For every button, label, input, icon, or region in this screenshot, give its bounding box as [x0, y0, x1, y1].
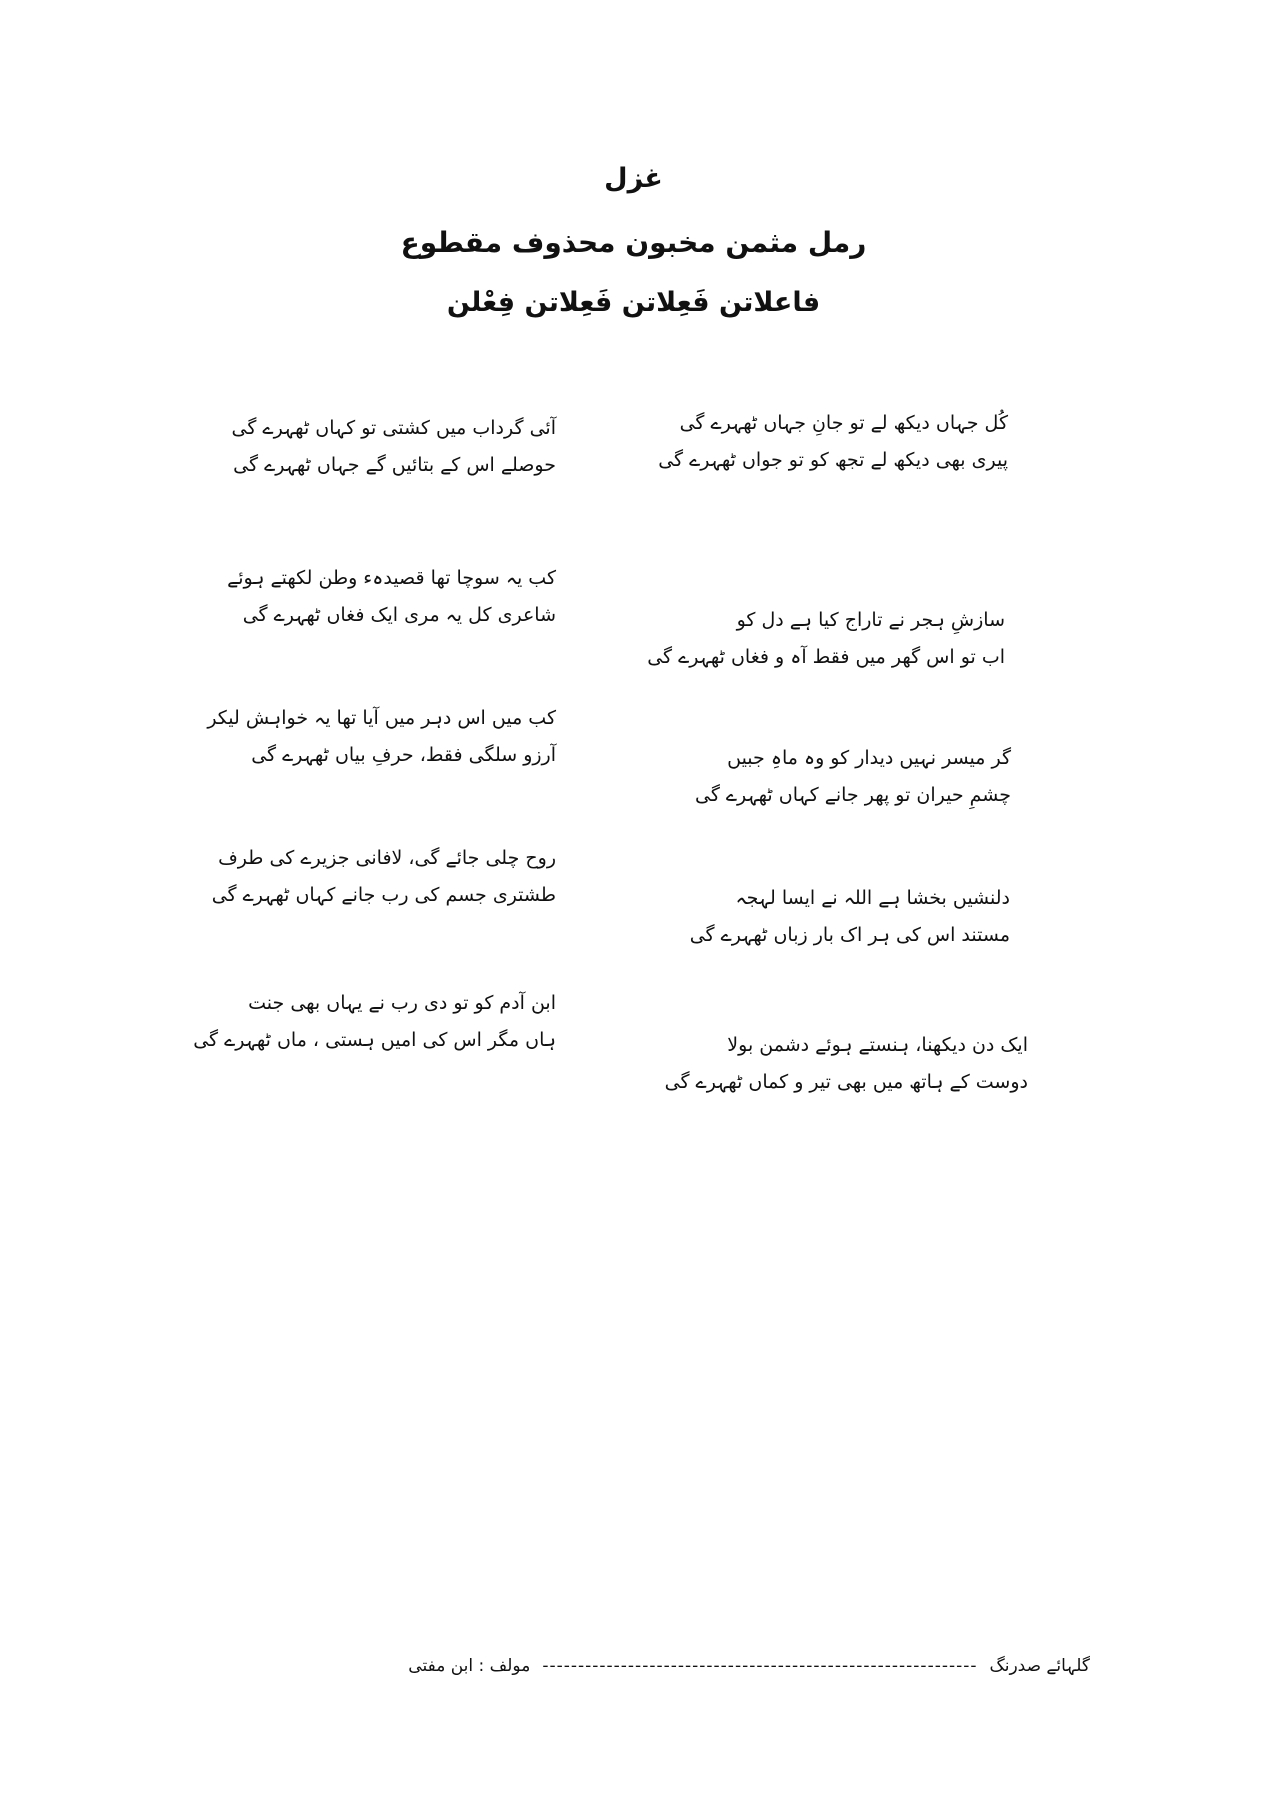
- couplet-right-3: [695, 740, 1011, 814]
- couplet-line: چشمِ حیران تو پھر جانے کہاں ٹھہرے گی: [695, 784, 1011, 806]
- couplet-line: اب تو اس گھر میں فقط آہ و فغاں ٹھہرے گی: [647, 646, 1005, 668]
- couplet-line: روح چلی جائے گی، لافانی جزیرے کی طرف: [218, 847, 556, 869]
- footer-book-title: گلہائے صدرنگ: [989, 1656, 1090, 1676]
- couplet-left-2: [227, 560, 556, 634]
- couplet-line: کب میں اس دہر میں آیا تھا یہ خواہش لیکر: [207, 707, 556, 729]
- couplet-line: سازشِ ہجر نے تاراج کیا ہے دل کو: [736, 609, 1005, 631]
- couplet-line: آئی گرداب میں کشتی تو کہاں ٹھہرے گی: [231, 417, 556, 439]
- couplet-line: دلنشیں بخشا ہے اللہ نے ایسا لہجہ: [735, 887, 1010, 909]
- couplet-left-3: [207, 700, 556, 774]
- couplet-line: آرزو سلگی فقط، حرفِ بیاں ٹھہرے گی: [251, 744, 556, 766]
- ghazal-title: غزل: [604, 163, 663, 194]
- couplet-line: ہاں مگر اس کی امیں ہستی ، ماں ٹھہرے گی: [193, 1029, 556, 1051]
- couplet-line: ایک دن دیکھنا، ہنستے ہوئے دشمن بولا: [727, 1034, 1028, 1056]
- footer-separator: -------------------------------------------------------------: [542, 1656, 978, 1676]
- couplet-line: مستند اس کی ہر اک بار زباں ٹھہرے گی: [689, 924, 1010, 946]
- footer-author: مولف : ابنِ مفتی: [408, 1656, 531, 1676]
- couplet-right-4: [690, 880, 1010, 954]
- couplet-line: گر میسر نہیں دیدار کو وہ ماہِ جبیں: [727, 747, 1011, 769]
- couplet-line: کب یہ سوچا تھا قصیدہء وطن لکھتے ہوئے: [227, 567, 556, 589]
- meter-scansion: فاعلاتن فَعِلاتن فَعِلاتن فِعْلن: [446, 287, 821, 318]
- meter-name: رمل مثمن مخبون محذوف مقطوع: [400, 226, 867, 259]
- couplet-line: پیری بھی دیکھ لے تجھ کو تو جواں ٹھہرے گی: [658, 449, 1008, 471]
- page-footer: [140, 1655, 1090, 1676]
- couplet-left-4: [212, 840, 556, 914]
- couplet-line: کُل جہاں دیکھ لے تو جانِ جہاں ٹھہرے گی: [679, 412, 1008, 434]
- couplet-line: ابن آدم کو تو دی رب نے یہاں بھی جنت: [248, 992, 556, 1014]
- couplet-line: حوصلے اس کے بتائیں گے جہاں ٹھہرے گی: [233, 454, 556, 476]
- couplet-right-1: [658, 405, 1008, 479]
- couplet-left-5: [193, 985, 556, 1059]
- couplet-right-5: [665, 1027, 1028, 1101]
- couplet-left-1: [232, 410, 556, 484]
- couplet-line: دوست کے ہاتھ میں بھی تیر و کماں ٹھہرے گی: [664, 1071, 1028, 1093]
- couplet-line: شاعری کل یہ مری ایک فغاں ٹھہرے گی: [242, 604, 556, 626]
- couplet-right-2: [647, 602, 1005, 676]
- couplet-line: طشتری جسم کی رب جانے کہاں ٹھہرے گی: [211, 884, 556, 906]
